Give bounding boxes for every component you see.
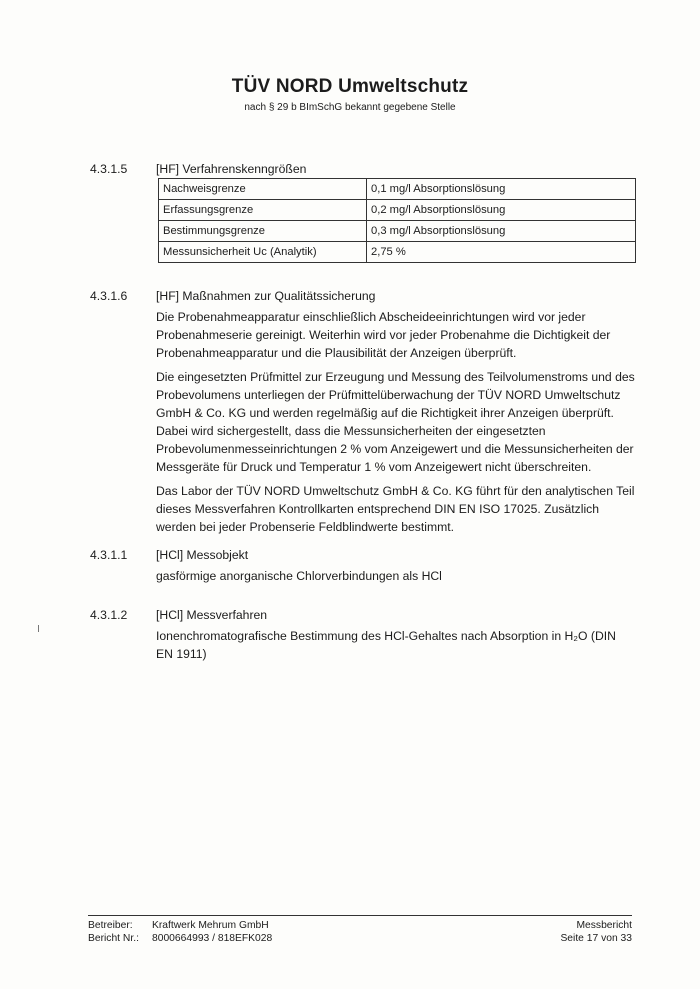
table-cell: Bestimmungsgrenze bbox=[159, 221, 367, 242]
document-title: TÜV NORD Umweltschutz bbox=[231, 76, 469, 97]
paragraph: Das Labor der TÜV NORD Umweltschutz GmbH & Co. KG führt für den analytischen Teil dieses Messverfahren Kontrollkarten entsprechend DIN EN ISO 17025. Zusätzlich werden bei jeder Probenserie Feldblindwerte bestimmt. bbox=[156, 484, 635, 534]
section-body bbox=[156, 567, 636, 591]
paragraph: Ionenchromatografische Bestimmung des HCl-Gehaltes nach Absorption in H₂O (DIN EN 1911) bbox=[156, 629, 616, 661]
table-cell: 0,2 mg/l Absorptionslösung bbox=[367, 200, 636, 221]
section-title: [HCl] Messverfahren bbox=[156, 608, 268, 622]
paragraph: Die Probenahmeapparatur einschließlich Abscheideeinrichtungen wird vor jeder Probenahmeserie gereinigt. Weiterhin wird vor jeder Probenahme die Dichtigkeit der Probenahmeapparatur und die Plausibilität der Anzeigen überprüft. bbox=[156, 310, 611, 360]
table-cell: 0,1 mg/l Absorptionslösung bbox=[367, 179, 636, 200]
paragraph: gasförmige anorganische Chlorverbindungen als HCl bbox=[156, 569, 442, 583]
section-number: 4.3.1.5 bbox=[90, 162, 128, 176]
page-header bbox=[0, 76, 700, 113]
page-footer bbox=[88, 915, 632, 945]
operator-label: Betreiber: bbox=[88, 920, 133, 931]
table-cell: 0,3 mg/l Absorptionslösung bbox=[367, 221, 636, 242]
table-cell: Nachweisgrenze bbox=[159, 179, 367, 200]
section-number: 4.3.1.1 bbox=[90, 548, 128, 562]
table-cell: Erfassungsgrenze bbox=[159, 200, 367, 221]
page-number: Seite 17 von 33 bbox=[560, 933, 632, 944]
parameters-table bbox=[158, 178, 636, 263]
section-4-3-1-2 bbox=[90, 606, 650, 666]
section-number: 4.3.1.6 bbox=[90, 289, 128, 303]
table-row bbox=[159, 242, 636, 263]
section-4-3-1-5 bbox=[90, 160, 650, 270]
table-row bbox=[159, 221, 636, 242]
table-row bbox=[159, 200, 636, 221]
section-body bbox=[156, 308, 636, 542]
report-label: Bericht Nr.: bbox=[88, 933, 139, 944]
section-title: [HF] Verfahrenskenngrößen bbox=[156, 162, 307, 176]
section-4-3-1-6 bbox=[90, 287, 650, 537]
section-number: 4.3.1.2 bbox=[90, 608, 128, 622]
scan-mark bbox=[38, 625, 39, 632]
table-cell: Messunsicherheit Uc (Analytik) bbox=[159, 242, 367, 263]
section-body bbox=[156, 627, 636, 669]
table-row bbox=[159, 179, 636, 200]
document-subtitle: nach § 29 b BImSchG bekannt gegebene Stelle bbox=[244, 102, 456, 113]
section-4-3-1-1 bbox=[90, 546, 650, 596]
section-title: [HCl] Messobjekt bbox=[156, 548, 249, 562]
table-cell: 2,75 % bbox=[367, 242, 636, 263]
section-title: [HF] Maßnahmen zur Qualitätssicherung bbox=[156, 289, 376, 303]
operator-value: Kraftwerk Mehrum GmbH bbox=[152, 920, 269, 931]
document-type: Messbericht bbox=[576, 920, 632, 931]
report-number: 8000664993 / 818EFK028 bbox=[152, 933, 273, 944]
paragraph: Die eingesetzten Prüfmittel zur Erzeugung und Messung des Teilvolumenstroms und des Probevolumens unterliegen der Prüfmittelüberwachung der TÜV NORD Umweltschutz GmbH & Co. KG und werden regelmäßig auf die Richtigkeit ihrer Anzeigen überprüft. Dabei wird sichergestellt, dass die Messunsicherheiten der eingesetzten Probevolumenmesseinrichtungen 2 % vom Anzeigewert und die Messunsicherheiten der Messgeräte für Druck und Temperatur 1 % vom Anzeigewert nicht überschreiten. bbox=[156, 370, 635, 474]
